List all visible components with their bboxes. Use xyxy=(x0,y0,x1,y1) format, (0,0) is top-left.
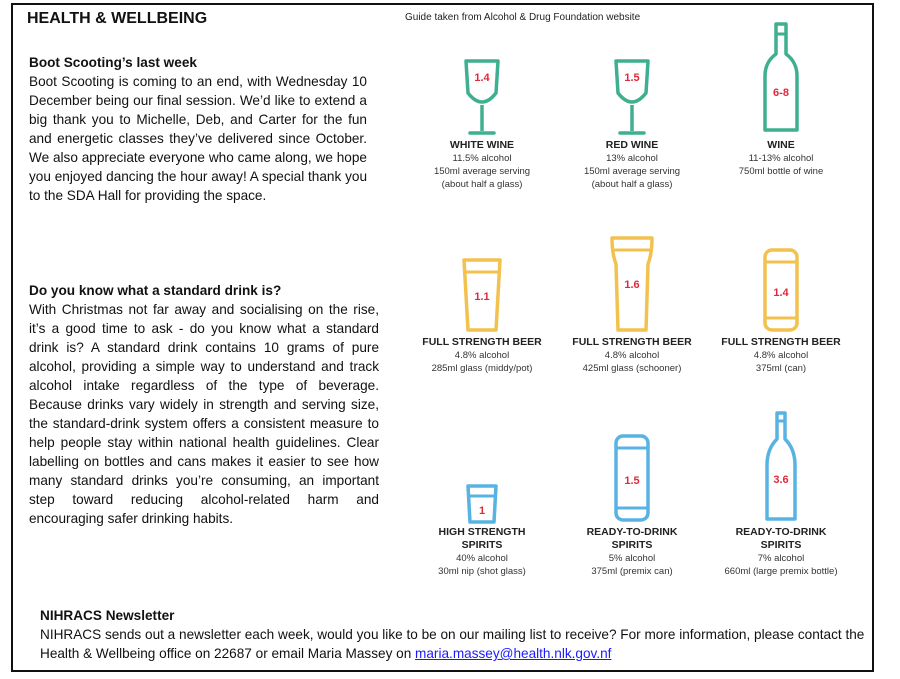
drink-value: 1 xyxy=(478,505,486,517)
drink-serving: 150ml average serving xyxy=(583,166,681,177)
drink-shot-glass xyxy=(407,482,557,578)
premix-bottle-icon xyxy=(751,409,811,526)
email-link[interactable]: maria.massey@health.nlk.gov.nf xyxy=(415,646,612,661)
newsletter-text: NIHRACS sends out a newsletter each week, would you like to be on our mailing list to receive? For more information, please contact the Health & Wellbeing office on 22687 or email Maria Massey on xyxy=(40,627,865,661)
drink-name: WHITE WINE xyxy=(449,139,515,151)
drink-alcohol: 4.8% alcohol xyxy=(753,350,809,361)
drink-serving: 425ml glass (schooner) xyxy=(582,363,682,374)
drink-alcohol: 7% alcohol xyxy=(757,553,805,564)
drink-alcohol: 11.5% alcohol xyxy=(452,153,512,164)
drink-name: RED WINE xyxy=(605,139,659,151)
premix-can-icon xyxy=(602,432,662,526)
drink-value: 1.1 xyxy=(474,291,490,303)
drink-beer-middy xyxy=(407,256,557,375)
drink-value: 1.4 xyxy=(773,287,789,299)
page-title: HEALTH & WELLBEING xyxy=(27,10,208,27)
drink-name: FULL STRENGTH BEER xyxy=(422,336,542,348)
drink-serving: 375ml (can) xyxy=(755,363,807,374)
drink-value: 1.5 xyxy=(624,475,640,487)
drink-value: 1.4 xyxy=(474,72,490,84)
wine-bottle-icon xyxy=(751,20,811,139)
wine-glass-icon xyxy=(452,55,512,139)
drink-value: 3.6 xyxy=(773,474,789,486)
drink-serving: 660ml (large premix bottle) xyxy=(724,566,838,577)
drink-alcohol: 13% alcohol xyxy=(606,153,658,164)
drink-alcohol: 5% alcohol xyxy=(608,553,656,564)
boot-scooting-section xyxy=(29,53,367,205)
drink-name: FULL STRENGTH BEER xyxy=(721,336,841,348)
newsletter-heading: NIHRACS Newsletter xyxy=(40,608,175,623)
drink-serving: 375ml (premix can) xyxy=(591,566,673,577)
beer-glass-icon xyxy=(452,256,512,336)
drink-value: 1.6 xyxy=(624,279,640,291)
drink-name: FULL STRENGTH BEER xyxy=(572,336,692,348)
drink-name-line2: SPIRITS xyxy=(461,539,503,551)
standard-drink-body: With Christmas not far away and socialising on the rise, it’s a good time to ask - do you know what a standard drink is? A standard drink contains 10 grams of pure alcohol, providing a simple way to understand and track alcohol intake regardless of the type of beverage. Because drinks vary widely in strength and serving size, the standard-drink system offers a consistent measure to help people stay within national health guidelines. Clear labelling on bottles and cans makes it easier to see how many standard drinks you’re consuming, an important step toward reducing alcohol-related harm and encouraging safer drinking habits. xyxy=(29,302,379,526)
shot-glass-icon xyxy=(452,482,512,526)
drink-red-wine xyxy=(557,55,707,191)
drink-alcohol: 11-13% alcohol xyxy=(748,153,814,164)
drink-serving: 285ml glass (middy/pot) xyxy=(431,363,533,374)
drink-name-line2: SPIRITS xyxy=(611,539,653,551)
drink-premix-bottle xyxy=(706,409,856,578)
drink-value: 1.5 xyxy=(624,72,640,84)
drink-white-wine xyxy=(407,55,557,191)
drink-premix-can xyxy=(557,432,707,578)
drink-name: WINE xyxy=(767,139,795,151)
drink-note: (about half a glass) xyxy=(441,179,523,190)
drink-name: READY-TO-DRINK xyxy=(735,526,827,538)
wine-glass-icon xyxy=(602,55,662,139)
drink-wine-bottle xyxy=(706,20,856,178)
newsletter-section xyxy=(40,606,870,663)
beer-glass-icon xyxy=(602,234,662,336)
drink-beer-schooner xyxy=(557,234,707,375)
newsletter-body xyxy=(40,625,870,663)
guide-source-note: Guide taken from Alcohol & Drug Foundation website xyxy=(405,12,641,23)
standard-drink-section xyxy=(29,281,379,528)
drink-name: HIGH STRENGTH xyxy=(438,526,526,538)
drink-beer-can xyxy=(706,246,856,375)
standard-drink-heading: Do you know what a standard drink is? xyxy=(29,283,282,298)
drink-name-line2: SPIRITS xyxy=(760,539,802,551)
drink-alcohol: 40% alcohol xyxy=(456,553,508,564)
boot-scooting-body: Boot Scooting is coming to an end, with Wednesday 10 December being our final session. We’d like to extend a big thank you to Michelle, Deb, and Carter for the fun and energetic classes they’ve delivered since October. We also appreciate everyone who came along, we hope you enjoyed dancing the hour away! A special thank you to the SDA Hall for providing the space. xyxy=(29,74,367,203)
drink-name: READY-TO-DRINK xyxy=(586,526,678,538)
drink-value: 6-8 xyxy=(773,87,789,99)
boot-scooting-heading: Boot Scooting’s last week xyxy=(29,55,197,70)
drink-serving: 750ml bottle of wine xyxy=(738,166,824,177)
drink-alcohol: 4.8% alcohol xyxy=(604,350,660,361)
drink-serving: 30ml nip (shot glass) xyxy=(438,566,526,577)
drink-alcohol: 4.8% alcohol xyxy=(454,350,510,361)
drink-note: (about half a glass) xyxy=(591,179,673,190)
drink-serving: 150ml average serving xyxy=(433,166,531,177)
beer-can-icon xyxy=(751,246,811,336)
